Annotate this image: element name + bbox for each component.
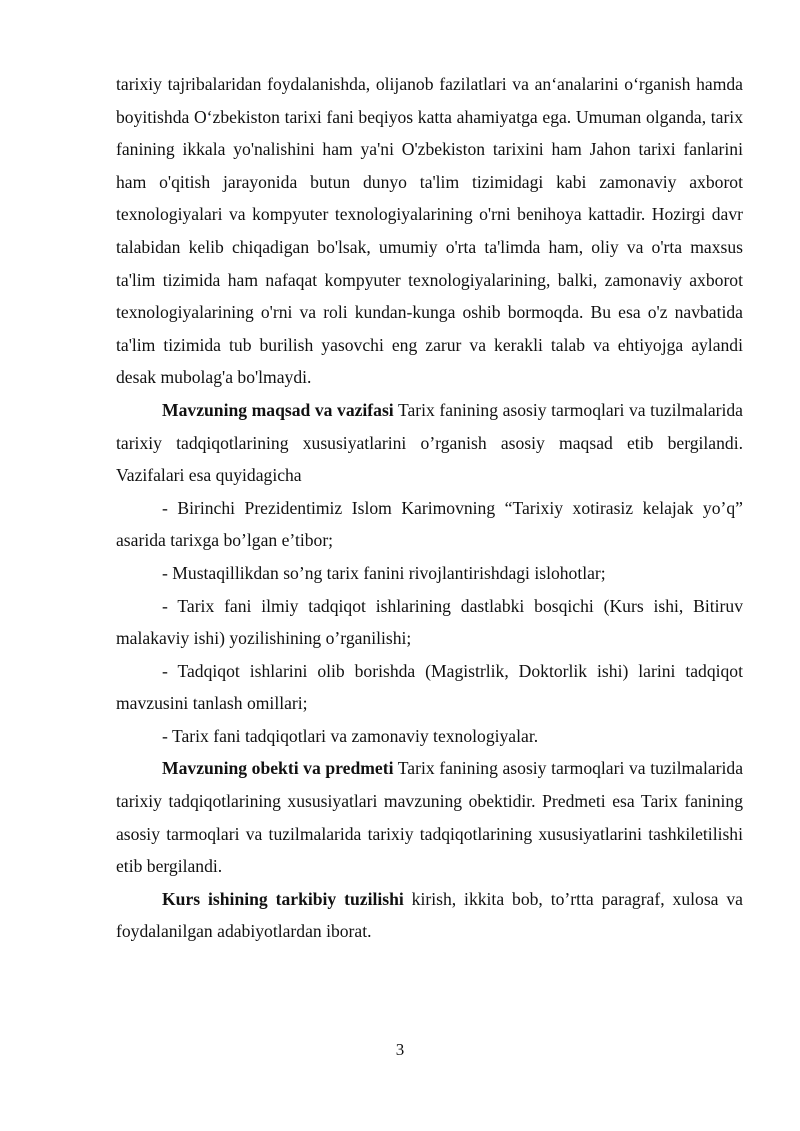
list-item-text: - Tarix fani tadqiqotlari va zamonaviy texnologiyalar. <box>162 725 539 746</box>
paragraph-text: Tarix fanining asosiy tarmoqlari va tuzilmalarida tarixiy tadqiqotlarining xususiyatlarini o’rganish asosiy maqsad etib bergilandi. Vazifalari esa quyidagicha <box>116 399 743 486</box>
list-item <box>116 557 743 590</box>
paragraph-text: kirish, ikkita bob, to’rtta paragraf, xulosa va foydalanilgan adabiyotlardan iborat. <box>116 888 743 942</box>
paragraph-goal-and-tasks <box>116 394 743 492</box>
paragraph-continuation <box>116 68 743 394</box>
document-page <box>116 68 743 948</box>
list-item <box>116 492 743 557</box>
paragraph-text: Tarix fanining asosiy tarmoqlari va tuzilmalarida tarixiy tadqiqotlarining xususiyatlari mavzuning obektidir. Predmeti esa Tarix fanining asosiy tarmoqlari va tuzilmalarida tarixiy tadqiqotlarining xususiyatlarini tashkiletilishi etib bergilandi. <box>116 758 744 877</box>
paragraph-structure <box>116 883 743 948</box>
list-item <box>116 590 743 655</box>
page-number: 3 <box>395 1040 405 1059</box>
list-item <box>116 655 743 720</box>
list-item-text: - Birinchi Prezidentimiz Islom Karimovning “Tarixiy xotirasiz kelajak yo’q” asarida tarixga bo’lgan e’tibor; <box>116 497 743 551</box>
paragraph-text: tarixiy tajribalaridan foydalanishda, olijanob fazilatlari va an‘analarini o‘rganish hamda boyitishda O‘zbekiston tarixi fani beqiyos katta ahamiyatga ega. Umuman olganda, tarix fanining ikkala yo'nalishini ham ya'ni O'zbekiston tarixini ham Jahon tarixi fanlarini ham o'qitish jarayonida butun dunyo ta'lim tizimidagi kabi zamonaviy axborot texnologiyalari va kompyuter texnologiyalarining o'rni benihoya kattadir. Hozirgi davr talabidan kelib chiqadigan bo'lsak, umumiy o'rta ta'limda ham, oliy va o'rta maxsus ta'lim tizimida ham nafaqat kompyuter texnologiyalarining, balki, zamonaviy axborot texnologiyalarining o'rni va roli kundan-kunga oshib bormoqda. Bu esa o'z navbatida ta'lim tizimida tub burilish yasovchi eng zarur va kerakli talab va ehtiyojga aylandi desak mubolag'a bo'lmaydi. <box>116 74 743 388</box>
list-item-text: - Tarix fani ilmiy tadqiqot ishlarining dastlabki bosqichi (Kurs ishi, Bitiruv malakaviy ishi) yozilishining o’rganilishi; <box>116 595 743 649</box>
paragraph-heading: Mavzuning obekti va predmeti <box>162 758 394 779</box>
paragraph-heading: Kurs ishining tarkibiy tuzilishi <box>162 888 404 909</box>
paragraph-heading: Mavzuning maqsad va vazifasi <box>162 399 394 420</box>
paragraph-object-and-subject <box>116 752 743 882</box>
list-item-text: - Mustaqillikdan so’ng tarix fanini rivojlantirishdagi islohotlar; <box>162 562 606 583</box>
list-item-text: - Tadqiqot ishlarini olib borishda (Magistrlik, Doktorlik ishi) larini tadqiqot mavzusini tanlash omillari; <box>116 660 743 714</box>
list-item <box>116 720 743 753</box>
